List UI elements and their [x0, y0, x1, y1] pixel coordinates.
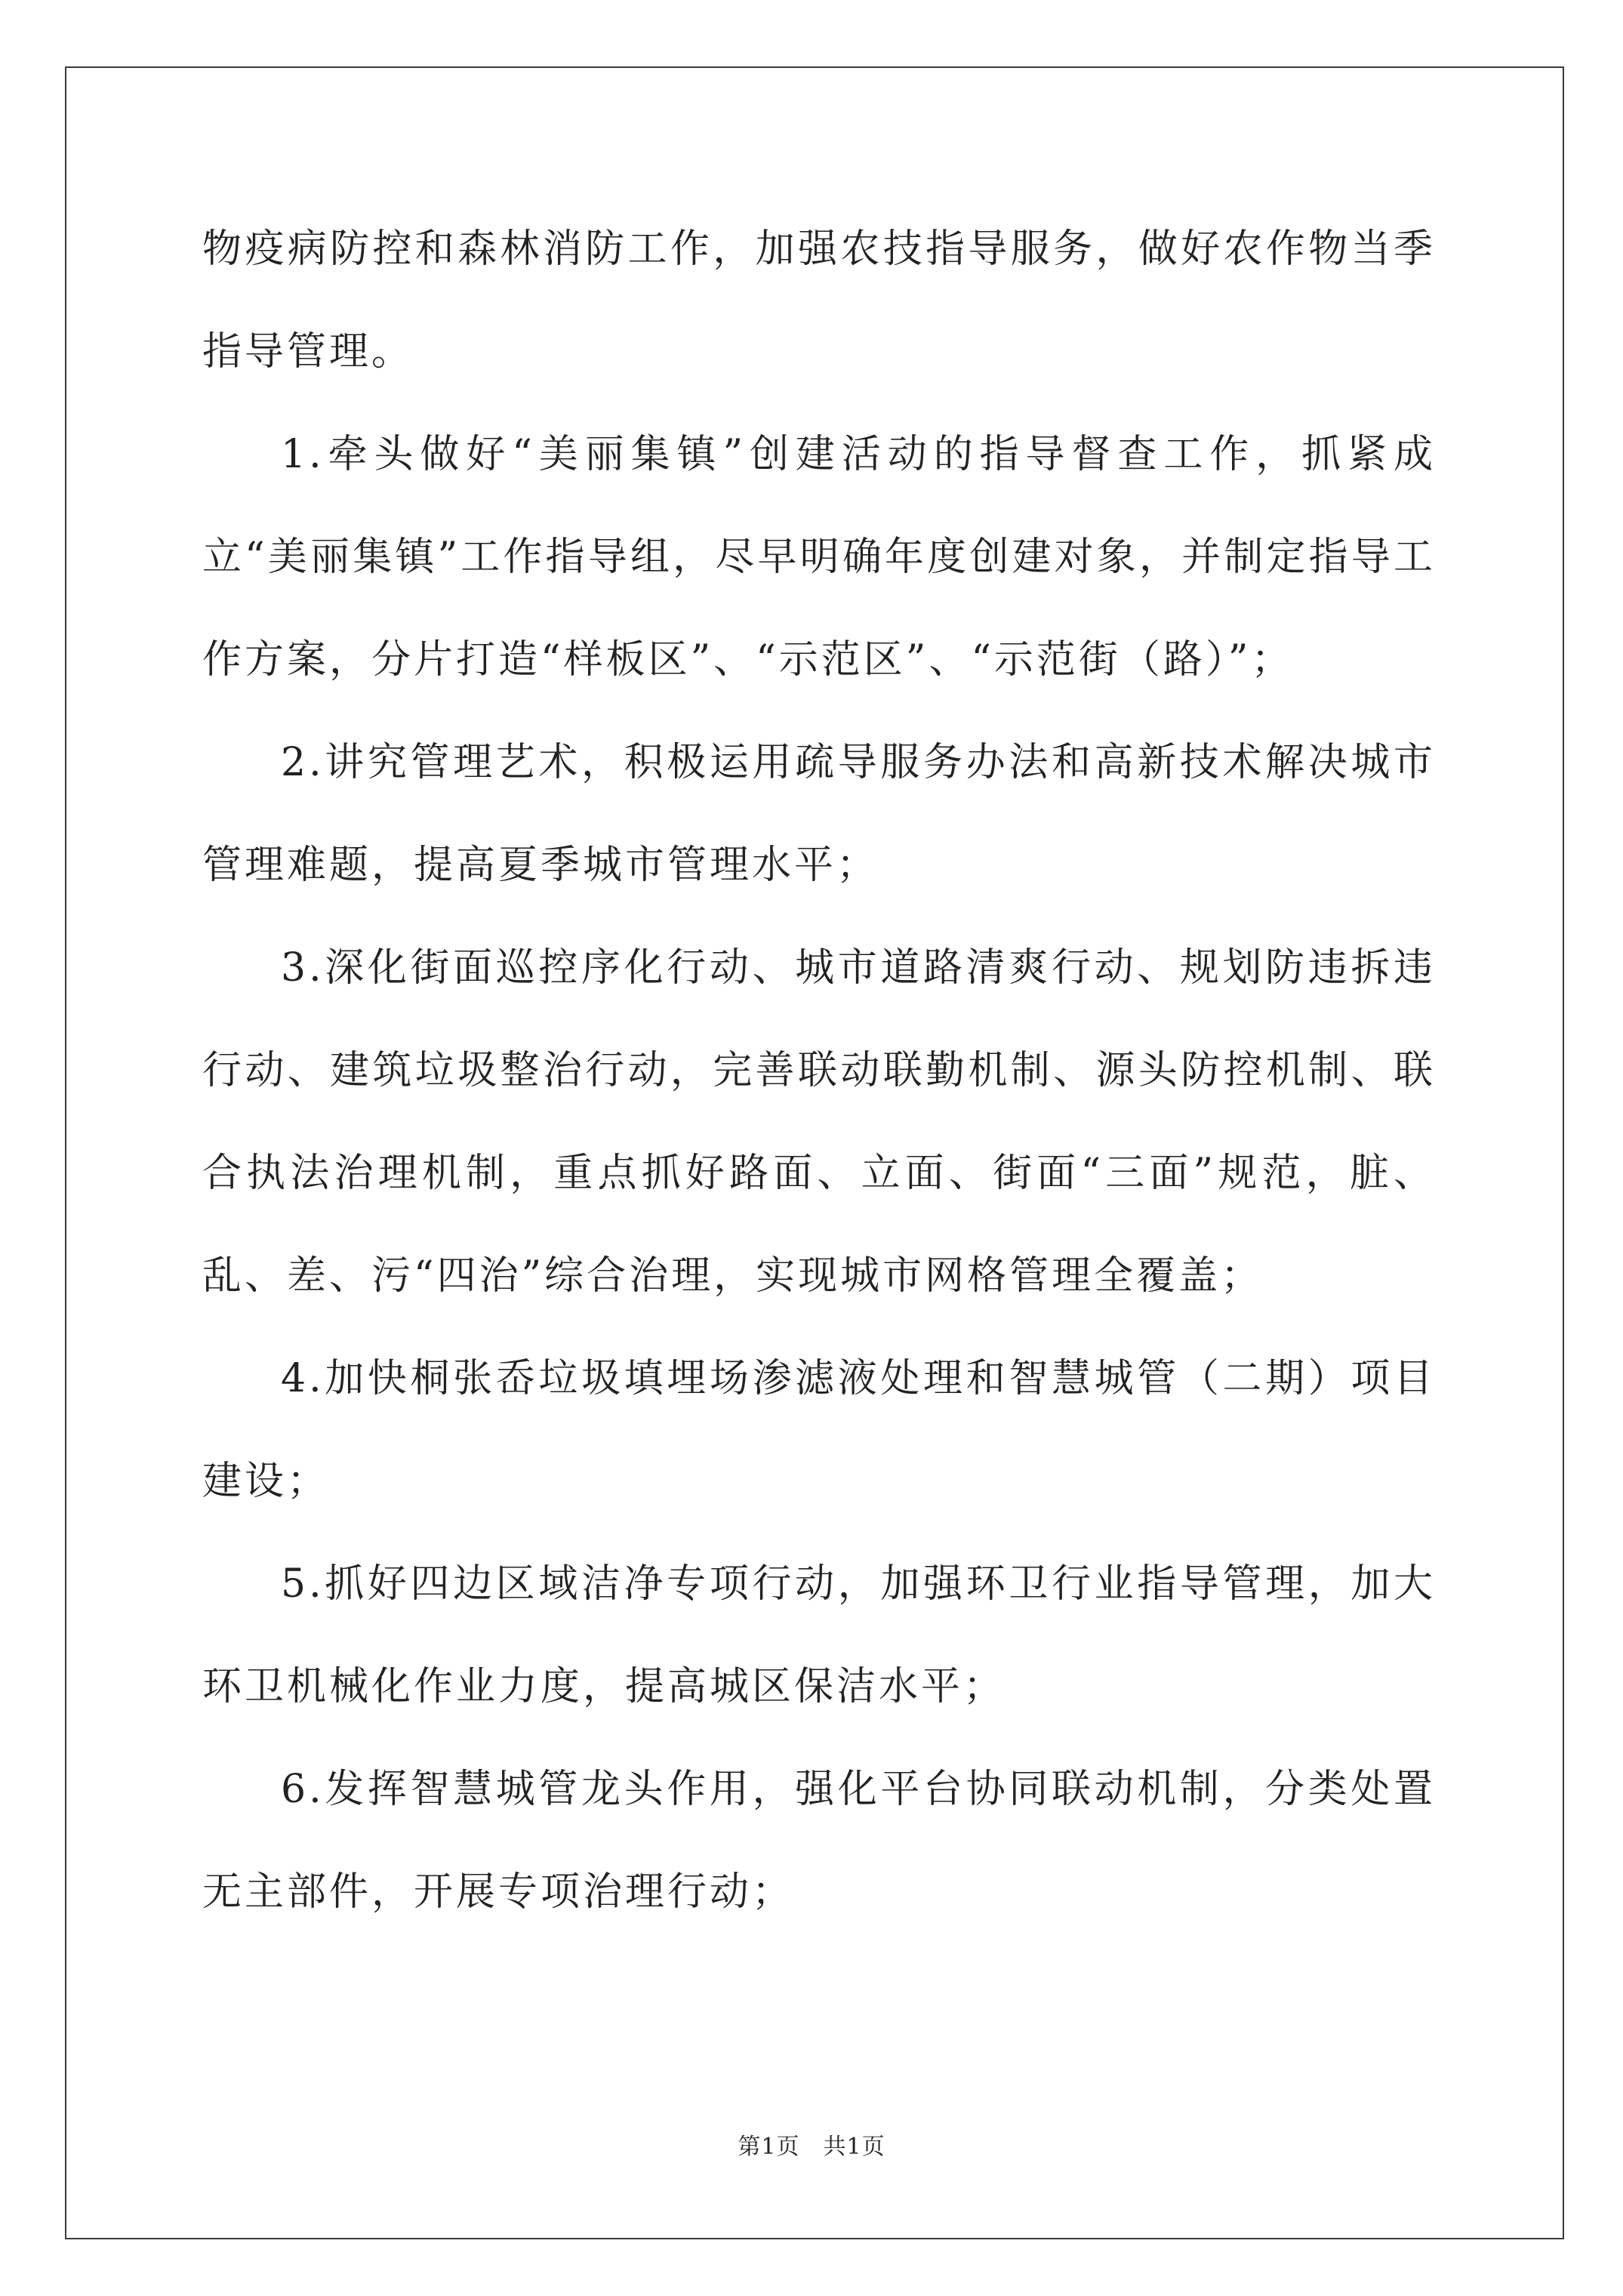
- paragraph-item-3: 3.深化街面巡控序化行动、城市道路清爽行动、规划防违拆违行动、建筑垃圾整治行动，完善联动联勤机制、源头防控机制、联合执法治理机制，重点抓好路面、立面、街面“三面”规范，脏、乱、差、污“四治”综合治理，实现城市网格管理全覆盖；: [202, 945, 1436, 1299]
- paragraph-item-4: 4.加快桐张岙垃圾填埋场渗滤液处理和智慧城管（二期）项目建设；: [202, 1356, 1436, 1504]
- paragraph-continuation: 物疫病防控和森林消防工作，加强农技指导服务，做好农作物当季指导管理。: [202, 227, 1436, 374]
- paragraph-item-6: 6.发挥智慧城管龙头作用，强化平台协同联动机制，分类处置无主部件，开展专项治理行动；: [202, 1767, 1436, 1915]
- page-footer: 第1页 共1页: [738, 2134, 885, 2160]
- document-body: [202, 198, 1436, 1943]
- paragraph-item-2: 2.讲究管理艺术，积极运用疏导服务办法和高新技术解决城市管理难题，提高夏季城市管理水平；: [202, 740, 1436, 888]
- paragraph-item-5: 5.抓好四边区域洁净专项行动，加强环卫行业指导管理，加大环卫机械化作业力度，提高城区保洁水平；: [202, 1561, 1436, 1709]
- paragraph-item-1: 1.牵头做好“美丽集镇”创建活动的指导督查工作，抓紧成立“美丽集镇”工作指导组，尽早明确年度创建对象，并制定指导工作方案，分片打造“样板区”、“示范区”、“示范街（路）”；: [202, 432, 1436, 683]
